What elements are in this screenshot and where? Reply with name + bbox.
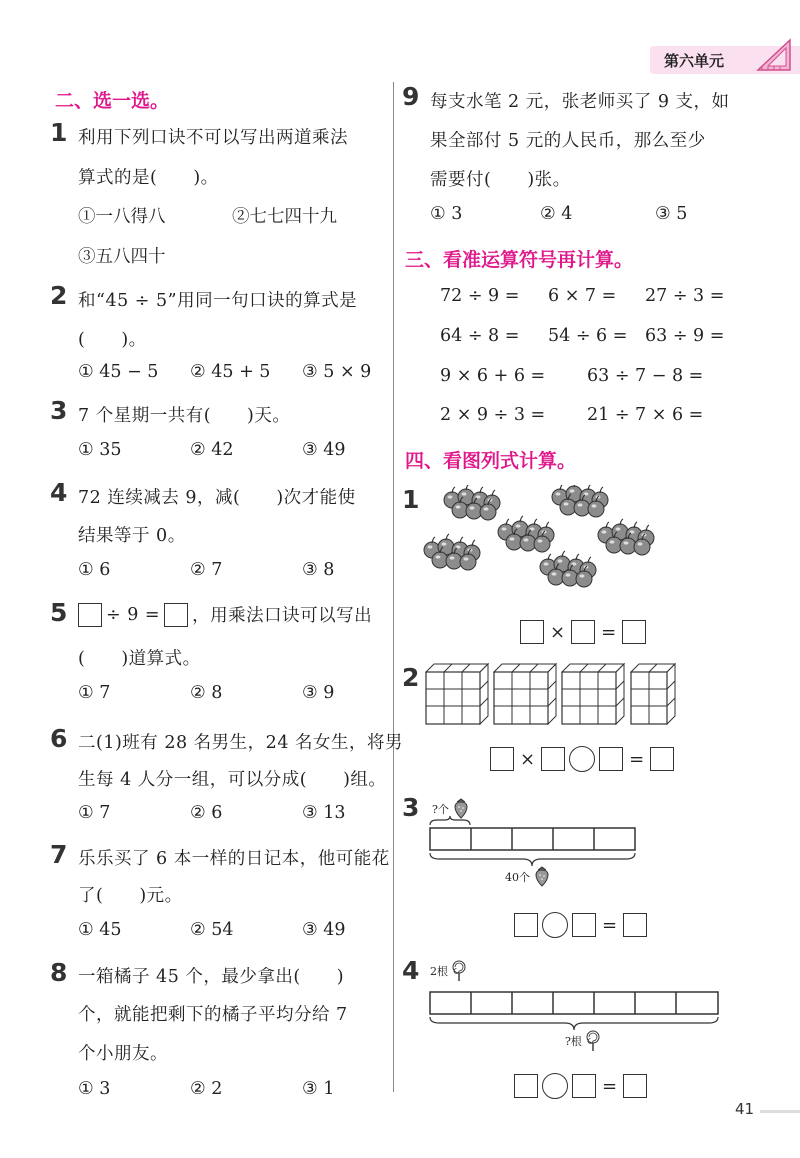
calc-item: 9 × 6 + 6 = — [440, 366, 546, 386]
q3-option-3[interactable]: ③ 49 — [302, 440, 346, 460]
q4-option-1[interactable]: ① 6 — [78, 560, 111, 580]
apple-groups-illustration — [420, 485, 680, 595]
q6-option-3[interactable]: ③ 13 — [302, 803, 346, 823]
cube-block — [426, 664, 488, 724]
q2-option-3[interactable]: ③ 5 × 9 — [302, 362, 372, 382]
cube-block — [562, 664, 624, 724]
unit-title: 第六单元 — [664, 52, 725, 70]
p4-equals-sign: = — [602, 1075, 618, 1097]
apple-group — [424, 534, 480, 570]
p3-blank-3[interactable] — [623, 913, 647, 937]
q3-option-1[interactable]: ① 35 — [78, 440, 122, 460]
calc-item: 64 ÷ 8 = — [440, 326, 520, 346]
p2-equals-sign: = — [629, 748, 645, 770]
q1-number: 1 — [50, 118, 68, 147]
q7-option-1[interactable]: ① 45 — [78, 920, 122, 940]
p1-blank-3[interactable] — [622, 620, 646, 644]
q8-line1: 一箱橘子 45 个，最少拿出( ) — [78, 967, 345, 987]
q2-option-2[interactable]: ② 45 + 5 — [190, 362, 271, 382]
q4-number: 4 — [50, 478, 68, 507]
p3-top-label: ?个 — [432, 803, 449, 816]
q8-option-2[interactable]: ② 2 — [190, 1079, 223, 1099]
q4-line2: 结果等于 0。 — [78, 526, 186, 546]
q5-option-1[interactable]: ① 7 — [78, 683, 111, 703]
cube-blocks-illustration — [425, 660, 715, 726]
p3-equals-sign: = — [602, 914, 618, 936]
q5-line2: ( )道算式。 — [78, 649, 201, 669]
column-divider — [393, 82, 394, 1092]
q1-option-1[interactable]: ①一八得八 — [78, 207, 166, 227]
p4-equation — [514, 1073, 647, 1099]
q7-option-3[interactable]: ③ 49 — [302, 920, 346, 940]
p4-bottom-label: ?根 — [565, 1035, 582, 1048]
section-3-title: 三、看准运算符号再计算。 — [405, 249, 634, 271]
p2-blank-1[interactable] — [490, 747, 514, 771]
q1-option-3[interactable]: ③五八四十 — [78, 247, 166, 267]
p1-times-sign: × — [550, 621, 566, 643]
p4-top-label-group — [430, 960, 468, 982]
q9-option-3[interactable]: ③ 5 — [655, 204, 688, 224]
calc-item: 63 ÷ 7 − 8 = — [587, 366, 704, 386]
p4-blank-2[interactable] — [572, 1074, 596, 1098]
p4-blank-1[interactable] — [514, 1074, 538, 1098]
q6-option-1[interactable]: ① 7 — [78, 803, 111, 823]
q7-line1: 乐乐买了 6 本一样的日记本，他可能花 — [78, 849, 390, 869]
p2-blank-3[interactable] — [599, 747, 623, 771]
lollipop-icon — [584, 1030, 602, 1052]
cube-block — [631, 664, 675, 724]
q3-number: 3 — [50, 396, 68, 425]
p3-number: 3 — [402, 793, 420, 822]
apple-group — [552, 485, 608, 517]
calc-item: 72 ÷ 9 = — [440, 286, 520, 306]
q6-line1: 二(1)班有 28 名男生，24 名女生，将男 — [78, 733, 404, 753]
p2-blank-4[interactable] — [650, 747, 674, 771]
p2-equation — [490, 746, 674, 772]
p4-number: 4 — [402, 956, 420, 985]
q7-line2: 了( )元。 — [78, 886, 183, 906]
p4-top-label: 2根 — [430, 965, 448, 978]
q8-line3: 个小朋友。 — [78, 1044, 168, 1064]
q6-line2: 生每 4 人分一组，可以分成( )组。 — [78, 770, 387, 790]
q3-option-2[interactable]: ② 42 — [190, 440, 234, 460]
p3-blank-2[interactable] — [572, 913, 596, 937]
q2-option-1[interactable]: ① 45 − 5 — [78, 362, 159, 382]
q1-option-2[interactable]: ②七七四十九 — [232, 207, 337, 227]
q4-line1: 72 连续减去 9，减( )次才能使 — [78, 488, 356, 508]
q5-line1-tail: ，用乘法口诀可以写出 — [192, 606, 373, 626]
q9-line1: 每支水笔 2 元，张老师买了 9 支，如 — [430, 92, 730, 112]
p1-equals-sign: = — [601, 621, 617, 643]
calc-item: 27 ÷ 3 = — [645, 286, 725, 306]
p4-bottom-label-group — [565, 1030, 602, 1052]
q9-line2: 果全部付 5 元的人民币，那么至少 — [430, 131, 706, 151]
q2-number: 2 — [50, 281, 68, 310]
q9-line3: 需要付( )张。 — [430, 170, 571, 190]
p1-number: 1 — [402, 485, 420, 514]
q2-line1: 和“45 ÷ 5”用同一句口诀的算式是 — [78, 291, 358, 311]
calc-item: 2 × 9 ÷ 3 = — [440, 405, 546, 425]
p3-equation — [514, 912, 647, 938]
q5-number: 5 — [50, 598, 68, 627]
q5-option-3[interactable]: ③ 9 — [302, 683, 335, 703]
q9-number: 9 — [402, 82, 420, 111]
q5-option-2[interactable]: ② 8 — [190, 683, 223, 703]
q8-number: 8 — [50, 958, 68, 987]
triangle-ruler-icon — [756, 38, 792, 72]
apple-group — [444, 485, 500, 520]
p3-bottom-label: 40个 — [505, 871, 530, 884]
apple-group — [598, 519, 654, 555]
page-number: 41 — [735, 1100, 755, 1118]
q9-option-1[interactable]: ① 3 — [430, 204, 463, 224]
q2-line2: ( )。 — [78, 330, 147, 350]
calc-item: 21 ÷ 7 × 6 = — [587, 405, 704, 425]
q8-option-3[interactable]: ③ 1 — [302, 1079, 335, 1099]
p2-times-sign: × — [520, 748, 536, 770]
page-number-rule — [760, 1110, 800, 1113]
calc-item: 6 × 7 = — [548, 286, 617, 306]
q8-option-1[interactable]: ① 3 — [78, 1079, 111, 1099]
p3-bottom-label-group — [505, 866, 552, 888]
cube-block — [494, 664, 556, 724]
q8-line2: 个，就能把剩下的橘子平均分给 7 — [78, 1005, 348, 1025]
q5-blank-1[interactable] — [78, 603, 102, 627]
p1-equation — [520, 620, 646, 644]
q5-blank-2[interactable] — [164, 603, 188, 627]
q4-option-2[interactable]: ② 7 — [190, 560, 223, 580]
p4-blank-3[interactable] — [623, 1074, 647, 1098]
p3-operator-circle[interactable] — [542, 912, 568, 938]
q7-option-2[interactable]: ② 54 — [190, 920, 234, 940]
q7-number: 7 — [50, 840, 68, 869]
section-4-title: 四、看图列式计算。 — [405, 450, 577, 472]
p4-operator-circle[interactable] — [542, 1073, 568, 1099]
apple-group — [540, 551, 596, 587]
section-2-title: 二、选一选。 — [55, 90, 170, 112]
q4-option-3[interactable]: ③ 8 — [302, 560, 335, 580]
q6-number: 6 — [50, 724, 68, 753]
calc-item: 63 ÷ 9 = — [645, 326, 725, 346]
unit-tab — [650, 46, 800, 74]
calc-item: 54 ÷ 6 = — [548, 326, 628, 346]
p1-blank-1[interactable] — [520, 620, 544, 644]
q5-line1 — [78, 602, 372, 627]
q1-line1: 利用下列口诀不可以写出两道乘法 — [78, 128, 348, 148]
p1-blank-2[interactable] — [571, 620, 595, 644]
p2-number: 2 — [402, 663, 420, 692]
apple-group — [498, 516, 554, 552]
lollipop-icon — [450, 960, 468, 982]
q6-option-2[interactable]: ② 6 — [190, 803, 223, 823]
q3-line1: 7 个星期一共有( )天。 — [78, 406, 291, 426]
p3-blank-1[interactable] — [514, 913, 538, 937]
p2-blank-2[interactable] — [541, 747, 565, 771]
strawberry-icon — [532, 866, 552, 888]
q1-line2: 算式的是( )。 — [78, 168, 219, 188]
p2-operator-circle[interactable] — [569, 746, 595, 772]
q9-option-2[interactable]: ② 4 — [540, 204, 573, 224]
q5-division: ÷ 9 = — [106, 604, 161, 625]
